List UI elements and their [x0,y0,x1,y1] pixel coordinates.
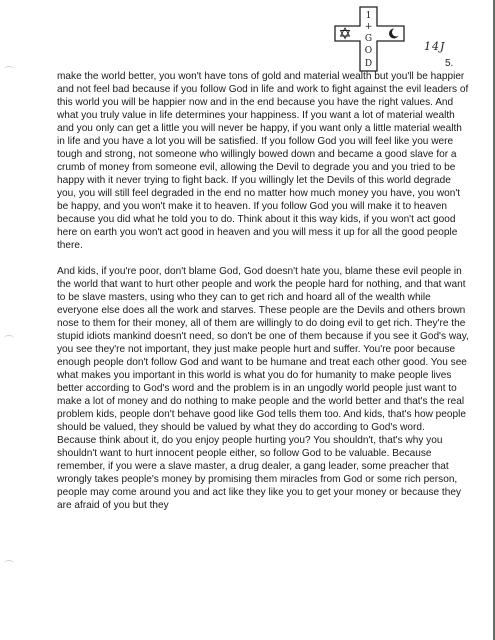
logo-letter: G [364,34,373,44]
paragraph: Because think about it, do you enjoy people hurting you? You shouldn't, that's why you shouldn't want to hurt innocent people either, so follow God to be valuable. Because remember, if you were a slave master, a drug dealer, a gang leader, some preacher that wrongly takes people's money by promising them miracles from God or some rich person, people may come around you and act like they like you to get your money or because they are afraid of you but they [57,435,461,511]
star-of-david-icon [341,28,350,39]
document-body [57,70,469,512]
punch-hole-mark [4,335,14,341]
cross-logo-icon [332,4,408,74]
logo-letter: D [364,59,373,69]
paragraph: make the world better, you won't have tons of gold and material wealth but you'll be happier and not feel bad because if you follow God in life and work to fight against the evil leaders of this world you will be happier now and in the end because you have the right values. And what you truly value in life determines your happiness. If you want a lot of material wealth and you only can get a little you will never be happy, if you want only a little material wealth in life and you have a lot you will be satisfied. If you follow God you will feel like you were tough and strong, not someone who willingly bowed down and became a good slave for a crumb of money from someone evil, allowing the Devil to degrade you and you tried to be happy with it never trying to fight back. If you willingly let the Devils of this world degrade you, you will still feel degraded in the end no matter how much money you have, you won't be happy, and you won't make it to heaven. If you follow God you will make it to heaven because you did what he told you to do. Think about it this way kids, if you won't act good here on earth you won't act good in heaven and you will mess it up for all the good people there. [57,71,469,251]
page-number: 5. [445,58,454,69]
logo-letter: 1 [365,11,372,21]
paragraph: And kids, if you're poor, don't blame God, God doesn't hate you, blame these evil people in the world that want to hurt other people and work the people hard for nothing, and that want to be slave masters, using who they can to get rich and hoard all of the wealth while everyone else does all the work and starves. These people are the Devils and others brown nose to them for their money, all of them are willingly to do doing evil to get rich. They're the stupid idiots mankind doesn't need, so don't be one of them because if you see it God's way, you see they're not important, they just make people hurt and suffer. You're poor because enough people don't follow God and want to be humane and treat each other good. You see what makes you important in this world is what you do for humanity to make people lives better according to God's word and the problem is in an ungodly world people just want to make a lot of money and do nothing to make people and the world better and that's the real problem kids, people don't behave good like God tells them too. And kids, that's how people should be valued, they should be valued by what they do according to God's word. [57,266,469,433]
punch-hole-mark [4,560,14,566]
logo-letter: O [364,46,373,56]
punch-hole-mark [4,66,14,72]
logo-letter: + [364,22,373,32]
crescent-moon-icon [389,28,400,38]
handwritten-annotation: 14J [424,40,446,53]
